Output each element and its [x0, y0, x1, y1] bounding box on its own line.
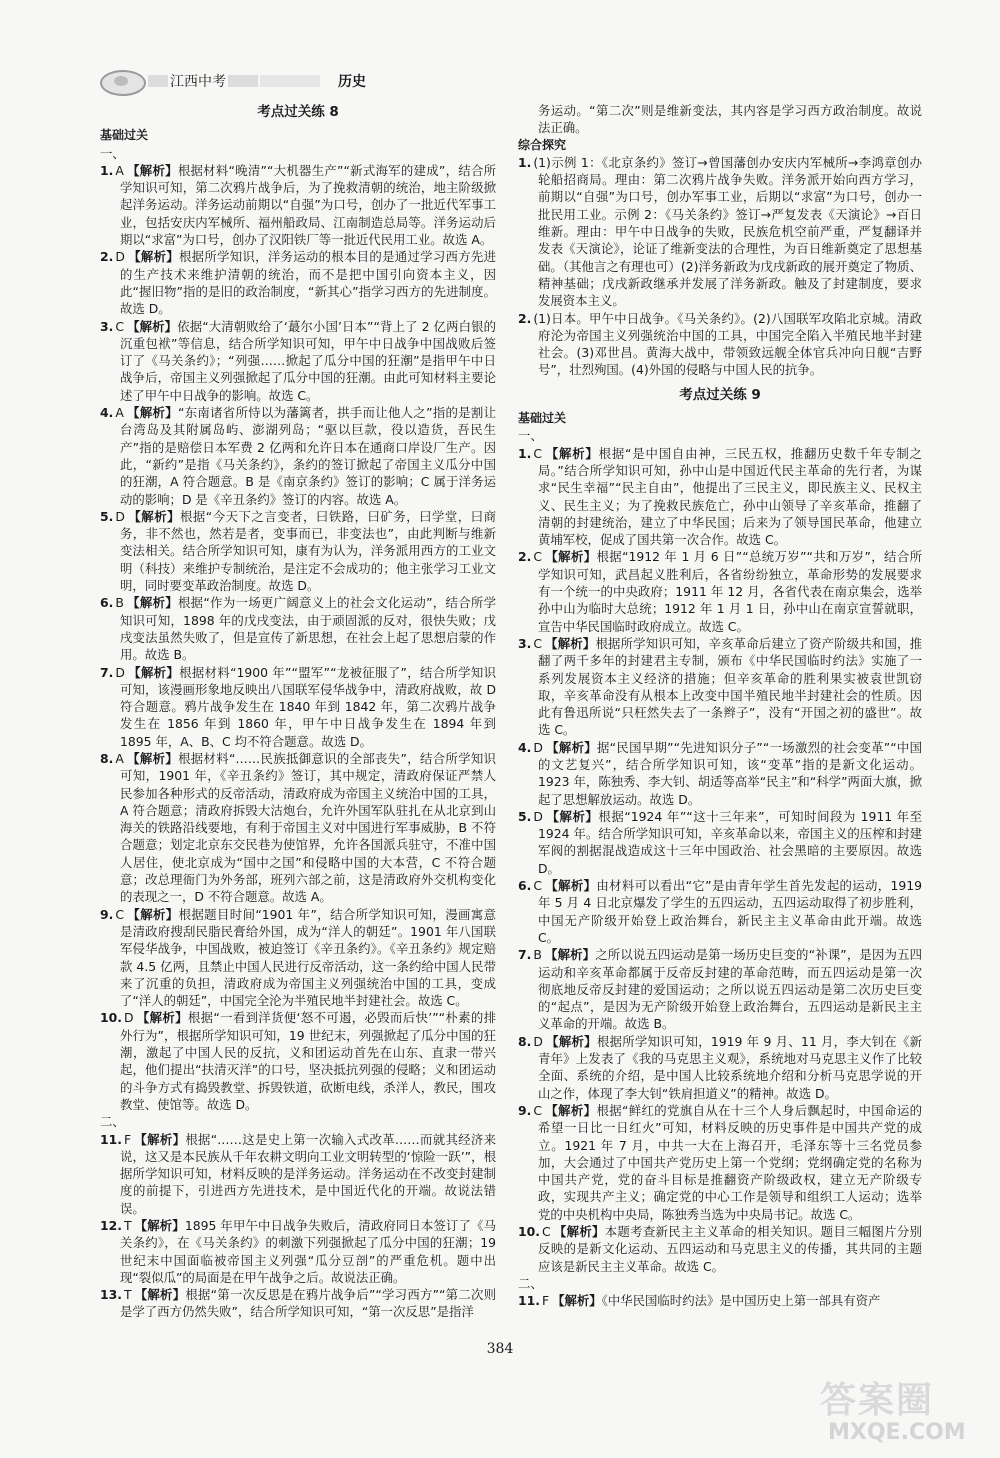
item-answer: B	[533, 947, 542, 963]
item-text: 依据“大清朝败给了‘蕞尔小国’日本”“背上了 2 亿两白银的沉重包袱”等信息，结合所学知识可知，甲午中日战争中国战败后签订了《马关条约》；“列强……掀起了瓜分中国的狂潮”是指甲午中日战争后，帝国主义列强掀起了瓜分中国的狂潮。由此可知材料主要论述了甲午中日战争的影响。故选 C。	[120, 318, 496, 403]
answer-item	[518, 635, 922, 739]
answer-item	[518, 310, 922, 379]
item-answer: F	[541, 1293, 550, 1309]
item-text: 根据所学知识可知，1919 年 9 月、11 月，李大钊在《新青年》上发表了《我的马克思主义观》，系统地对马克思主义作了比较全面、系统的介绍，是中国人比较系统地介绍和分析马克思学说的开山之作，体现了李大钊“铁肩担道义”的精神。故选 D。	[538, 1033, 923, 1101]
item-number: 10.	[518, 1224, 540, 1239]
answer-item	[518, 808, 922, 877]
item-number: 1.	[518, 154, 532, 170]
item-number: 2.	[518, 549, 532, 565]
answer-item	[518, 445, 922, 549]
item-text: (1)示例 1：《北京条约》签订→曾国藩创办安庆内军械所→李鸿章创办轮船招商局。理由：第二次鸦片战争失败。洋务派开始向西方学习，前期以“自强”为口号，创办军事工业，后期以“求富”为口号，创办一批民用工业。示例 2：《马关条约》签订→严复发表《天演论》→百日维新。理由：甲午中日战争的失败，民族危机空前严重，严复翻译并发表《天演论》，论证了维新变法的合理性，为百日维新奠定了思想基础。（其他言之有理也可）(2)洋务新政为戊戌新政的展开奠定了物质、精神基础；戊戌新政继承并发展了洋务新政。触及了封建制度，要求发展资本主义。	[533, 154, 922, 309]
item-answer: T	[123, 1218, 132, 1233]
watermark-site: MXQE.COM	[828, 1420, 966, 1445]
answer-item	[518, 877, 922, 946]
page-number: 384	[486, 1341, 514, 1357]
item-tag: 【解析】	[545, 878, 597, 894]
item-number: 3.	[100, 318, 114, 334]
answer-list-d	[518, 445, 922, 1275]
answer-item	[100, 248, 496, 317]
item-tag: 【解析】	[545, 445, 599, 461]
item-number: 5.	[518, 808, 532, 824]
item-text: 根据“今天下之言变者，曰铁路，曰矿务，曰学堂，曰商务，非不然也，然若是者，变事而已，非变法也”，由此判断与维新变法相关。结合所学知识可知，康有为认为，洋务派用西方的工业文明（科技）来维护专制统治，是注定不会成功的；他主张学习工业文明，同时要变革政治制度。故选 D。	[120, 508, 497, 594]
item-text: 根据材料“……民族抵御意识的全部丧失”，结合所学知识可知，1901 年，《辛丑条约》签订，其中规定，清政府保证严禁人民参加各种形式的反帝活动，清政府成为帝国主义统治中国的工具，A 符合题意；清政府拆毁大沽炮台，允许外国军队驻扎在从北京到山海关的铁路沿线要地，有利于帝国主义对中国进行军事威胁，B 不符合题意；划定北京东交民巷为使馆界，允许各国派兵驻守，不准中国人居住，使北京成为“国中之国”和侵略中国的大本营，C 不符合题意；改总理衙门为外务部，班列六部之前，这是清政府外交机构变化的表现之一，D 不符合题意。故选 A。	[120, 750, 497, 905]
item-text: 根据“1912 年 1 月 6 日”“总统万岁”“共和万岁”，结合所学知识可知，武昌起义胜利后，各省纷纷独立，革命形势的发展要求有一个统一的中央政府；1911 年 12 月，各省代表在南京集会，选举孙中山为临时大总统；1912 年 1 月 1 日，孙中山在南京宣誓就职，宣告中华民国临时政府成立。故选 C。	[538, 549, 923, 634]
item-number: 3.	[518, 635, 532, 651]
page-header	[100, 68, 460, 96]
answer-item	[100, 906, 496, 1010]
section-title-8: 考点过关练 8	[257, 104, 339, 120]
answer-item	[100, 318, 496, 404]
item-tag: 【解析】	[127, 906, 179, 922]
item-answer: T	[123, 1287, 132, 1303]
item-answer: D	[533, 1033, 543, 1049]
answer-list-b	[100, 1131, 496, 1321]
item-text: 据“民国早期”“先进知识分子”“一场激烈的社会变革”“中国的文艺复兴”，结合所学知识可知，该“变革”指的是新文化运动。1923 年，陈独秀、李大钊、胡适等高举“民主”和“科学”两面大旗，掀起了思想解放运动。故选 D。	[538, 739, 923, 807]
item-text: 根据材料“晚清”“大机器生产”“新式海军的建成”，结合所学知识可知，第二次鸦片战争后，为了挽救清朝的统治，地主阶级掀起洋务运动。洋务运动前期以“自强”为口号，创办了一批近代军事工业，包括安庆内军械所、福州船政局、江南制造总局等。洋务运动后期以“求富”为口号，创办了汉阳铁厂等一批近代民用工业。故选 A。	[120, 162, 497, 248]
item-number: 1.	[100, 162, 114, 178]
item-answer: A	[115, 750, 124, 766]
item-number: 11.	[518, 1293, 540, 1309]
answer-item	[100, 508, 496, 594]
item-number: 7.	[100, 664, 114, 680]
watermark	[820, 1372, 990, 1448]
answer-item	[100, 664, 496, 750]
series-logo	[100, 70, 146, 96]
item-tag: 【解析】	[544, 947, 596, 963]
item-answer: C	[533, 445, 542, 461]
header-subject: 历史	[338, 74, 366, 90]
answer-item	[100, 1131, 496, 1217]
continued-text: 务运动。“第二次”则是维新变法，其内容是学习西方政治制度。故说法正确。	[538, 103, 922, 136]
answer-item	[518, 1033, 922, 1102]
item-answer: C	[115, 318, 124, 334]
answer-list-a	[100, 162, 496, 1113]
part-two-label-2: 二、	[518, 1275, 543, 1291]
item-tag: 【解析】	[553, 1224, 605, 1239]
item-text: 由材料可以看出“它”是由青年学生首先发起的运动，1919 年 5 月 4 日北京爆发了学生的五四运动，五四运动取得了初步胜利，中国无产阶级开始登上政治舞台，新民主主义革命由此开端。故选 C。	[538, 878, 923, 945]
answer-item	[518, 1102, 922, 1223]
answer-list-c	[518, 154, 922, 379]
right-column	[518, 102, 922, 1309]
answer-item	[100, 594, 496, 663]
item-answer: A	[115, 405, 124, 421]
item-number: 8.	[100, 750, 114, 766]
answer-item	[100, 1009, 496, 1113]
item-tag: 【解析】	[545, 808, 599, 824]
item-tag: 【解析】	[134, 1287, 186, 1303]
item-text: 根据“1924 年”“这十三年来”，可知时间段为 1911 年至 1924 年。结合所学知识可知，辛亥革命以来，帝国主义的压榨和封建军阀的割据混战造成这十三年中国政治、社会黑暗的主要原因。故选 D。	[538, 808, 922, 876]
item-text: 根据题目时间“1901 年”，结合所学知识可知，漫画寓意是清政府搜刮民脂民膏给外国，成为“洋人的朝廷”。1901 年八国联军侵华战争，中国战败，被迫签订《辛丑条约》。《辛丑条约》规定赔款 4.5 亿两，且禁止中国人民进行反帝活动，这一条约给中国人民带来了沉重的负担，清政府成为帝国主义列强统治中国的工具，变成了“洋人的朝廷”，中国完全沦为半殖民地半封建社会。故选 C。	[120, 906, 497, 1009]
item-number: 8.	[518, 1033, 532, 1049]
item-number: 4.	[100, 405, 114, 421]
item-number: 7.	[518, 947, 532, 963]
item-tag: 【解析】	[126, 405, 178, 421]
item-answer: D	[123, 1010, 134, 1026]
answer-list-e	[518, 1292, 922, 1309]
explore-label: 综合探究	[518, 137, 567, 152]
watermark-logo-text: 答案圈	[820, 1380, 935, 1421]
item-text: 根据材料“1900 年”“盟军”“龙被征服了”，结合所学知识可知，该漫画形象地反映出八国联军侵华战争中，清政府战败，故 D 符合题意。鸦片战争发生在 1840 年到 1842 年，第二次鸦片战争发生在 1856 年到 1860 年，甲午中日战争发生在 1894 年到 1895 年，A、B、C 均不符合题意。故选 D。	[120, 664, 496, 749]
part-one-label-2: 一、	[518, 428, 543, 444]
item-answer: F	[123, 1131, 132, 1147]
item-text: 之所以说五四运动是第一场历史巨变的“补课”，是因为五四运动和辛亥革命都属于反帝反封建的革命范畴，而五四运动是第一次彻底地反帝反封建的爱国运动；之所以说五四运动是第二次历史巨变的“起点”，是因为无产阶级开始登上政治舞台，五四运动是新民主主义革命的开端。故选 B。	[538, 947, 923, 1032]
item-text: 本题考查新民主主义革命的相关知识。题目三幅图片分别反映的是新文化运动、五四运动和马克思主义的传播，其共同的主题应该是新民主主义革命。故选 C。	[538, 1224, 922, 1274]
item-text: 根据“是中国自由神，三民五权，推翻历史数千年专制之局。”结合所学知识可知，孙中山是中国近代民主革命的先行者，为谋求“民生幸福”“民主自由”，他提出了三民主义，即民族主义、民权主义、民生主义；为了挽救民族危亡，孙中山领导了辛亥革命，推翻了清朝的封建统治，建立了中华民国；后来为了领导国民革命，他建立黄埔军校，促成了国共第一次合作。故选 C。	[538, 445, 922, 548]
answer-item	[100, 750, 496, 906]
item-text: 根据“作为一场更广阔意义上的社会文化运动”，结合所学知识可知，1898 年的戊戌变法，由于顽固派的反对，很快失败；戊戌变法虽然失败了，但是宣传了新思想，在社会上起了思想启蒙的作用。故选 B。	[120, 595, 496, 663]
item-tag: 【解析】	[127, 508, 180, 524]
item-tag: 【解析】	[136, 1010, 188, 1026]
item-tag: 【解析】	[126, 750, 179, 766]
item-tag: 【解析】	[545, 1102, 597, 1118]
item-number: 5.	[100, 508, 114, 524]
item-number: 12.	[100, 1218, 122, 1233]
answer-item	[518, 548, 922, 634]
item-text: “东南诸省所恃以为藩篱者，拱手而让他人之”指的是割让台湾岛及其附属岛屿、澎湖列岛；“驱以巨款，役以造货，吾民生产”指的是赔偿日本军费 2 亿两和允许日本在通商口岸设厂生产。因此，“新约”是指《马关条约》，条约的签订掀起了帝国主义瓜分中国的狂潮，A 符合题意。B 是《南京条约》签订的影响；C 属于洋务运动的影响；D 是《辛丑条约》签订的内容。故选 A。	[120, 405, 497, 507]
answer-item	[518, 1292, 922, 1309]
item-answer: D	[115, 249, 125, 265]
left-column	[100, 102, 496, 1321]
basic-label-2: 基础过关	[518, 411, 567, 426]
item-text: 根据“鲜红的党旗自从在十三个人身后飘起时，中国命运的希望一日比一日红火”可知，材料反映的历史事件是中国共产党的成立。1921 年 7 月，中共一大在上海召开，毛泽东等十三名党员参加，大会通过了中国共产党历史上第一个党纲；党纲确定党的名称为中国共产党，党的奋斗目标是推翻资产阶级政权，建立无产阶级专政，实现共产主义；确定党的中心工作是领导和组织工人运动；选举党的中央机构中央局，陈独秀当选为中央局书记。故选 C。	[538, 1102, 922, 1222]
header-title: 江西中考	[168, 71, 228, 91]
item-answer: A	[115, 162, 124, 178]
item-number: 13.	[100, 1287, 122, 1303]
item-tag: 【解析】	[126, 595, 178, 611]
item-answer: B	[115, 595, 124, 611]
basic-label: 基础过关	[100, 128, 149, 143]
section-title-9: 考点过关练 9	[679, 386, 761, 403]
item-tag: 【解析】	[552, 1293, 602, 1309]
answer-item	[100, 1217, 496, 1286]
item-answer: C	[533, 1102, 542, 1118]
item-answer: C	[533, 878, 542, 894]
item-number: 10.	[100, 1010, 122, 1026]
item-number: 11.	[100, 1131, 122, 1147]
item-answer: C	[541, 1224, 551, 1239]
item-number: 2.	[518, 310, 532, 326]
item-answer: C	[533, 635, 542, 651]
answer-item	[100, 404, 496, 508]
item-tag: 【解析】	[545, 549, 597, 565]
item-tag: 【解析】	[127, 664, 180, 680]
item-number: 9.	[518, 1102, 532, 1118]
item-tag: 【解析】	[134, 1218, 185, 1233]
item-tag: 【解析】	[127, 318, 178, 334]
item-number: 1.	[518, 445, 532, 461]
item-text: 《中华民国临时约法》是中国历史上第一部具有资产	[601, 1293, 881, 1309]
item-text: 根据“一看到洋货便‘怒不可遏，必毁而后快’”“朴素的排外行为”，根据所学知识可知，19 世纪末，列强掀起了瓜分中国的狂潮，激起了中国人民的反抗，义和团运动首先在山东、直隶一带兴起，他们提出“扶清灭洋”的口号，坚决抵抗列强的侵略；义和团运动的斗争方式有捣毁教堂、拆毁铁道，砍断电线，杀洋人，教民，围攻教堂、使馆等。故选 D。	[120, 1010, 497, 1112]
item-tag: 【解析】	[545, 739, 597, 755]
item-answer: D	[533, 808, 543, 824]
answer-item	[100, 162, 496, 248]
item-tag: 【解析】	[545, 635, 596, 651]
answer-item	[518, 154, 922, 310]
answer-item	[518, 946, 922, 1032]
item-tag: 【解析】	[126, 162, 178, 178]
item-tag: 【解析】	[545, 1033, 597, 1049]
item-answer: D	[115, 508, 125, 524]
answer-item	[100, 1286, 496, 1321]
item-answer: D	[533, 739, 543, 755]
item-tag: 【解析】	[134, 1131, 186, 1147]
item-text: 根据“……这是史上第一次输入式改革……而就其经济来说，这又是本民族从千年农耕文明向工业文明转型的‘惊险一跃’”，根据所学知识可知，材料反映的是洋务运动。洋务运动在不改变封建制度的前提下，引进西方先进技术，是中国近代化的开端。故说法错误。	[120, 1131, 497, 1216]
item-number: 4.	[518, 739, 532, 755]
item-text: 根据所学知识，洋务运动的根本目的是通过学习西方先进的生产技术来维护清朝的统治，而不是把中国引向资本主义，因此“握旧物”指的是旧的政治制度，“新其心”指学习西方的先进制度。故选 D。	[120, 249, 497, 317]
item-text: (1)日本。甲午中日战争。《马关条约》。(2)八国联军攻陷北京城。清政府沦为帝国主义列强统治中国的工具，中国完全陷入半殖民地半封建社会。(3)邓世昌。黄海大战中，带领致远舰全体官兵冲向日舰“吉野号”，壮烈殉国。(4)外国的侵略与中国人民的抗争。	[533, 310, 922, 378]
item-answer: D	[115, 664, 125, 680]
item-number: 6.	[100, 595, 114, 611]
item-number: 2.	[100, 249, 114, 265]
item-number: 6.	[518, 878, 532, 894]
header-decoration-2	[260, 75, 320, 87]
item-text: 根据“第一次反思是在鸦片战争后”“学习西方”“第二次则是学了西方仍然失败”，结合所学知识可知，“第一次反思”是指洋	[120, 1287, 496, 1320]
item-number: 9.	[100, 906, 114, 922]
answer-item	[518, 739, 922, 808]
item-tag: 【解析】	[127, 249, 179, 265]
item-text: 1895 年甲午中日战争失败后，清政府同日本签订了《马关条约》，在《马关条约》的刺激下列强掀起了瓜分中国的狂潮；19 世纪末中国面临被帝国主义列强“瓜分豆剖”的严重危机。题中出现“裂似瓜”的局面是在甲午战争之后。故说法正确。	[120, 1218, 496, 1285]
item-answer: C	[115, 906, 124, 922]
part-two-label: 二、	[100, 1114, 125, 1130]
answer-item	[518, 1223, 922, 1275]
part-one-label: 一、	[100, 145, 125, 161]
item-answer: C	[533, 549, 542, 565]
item-text: 根据所学知识可知，辛亥革命后建立了资产阶级共和国，推翻了两千多年的封建君主专制，颁布《中华民国临时约法》实施了一系列发展资本主义经济的措施；但辛亥革命的胜利果实被袁世凯窃取，辛亥革命没有从根本上改变中国半殖民地半封建社会的性质。因此有鲁迅所说“只枉然失去了一条辫子”，没有“开国之初的盛世”。故选 C。	[538, 635, 923, 738]
